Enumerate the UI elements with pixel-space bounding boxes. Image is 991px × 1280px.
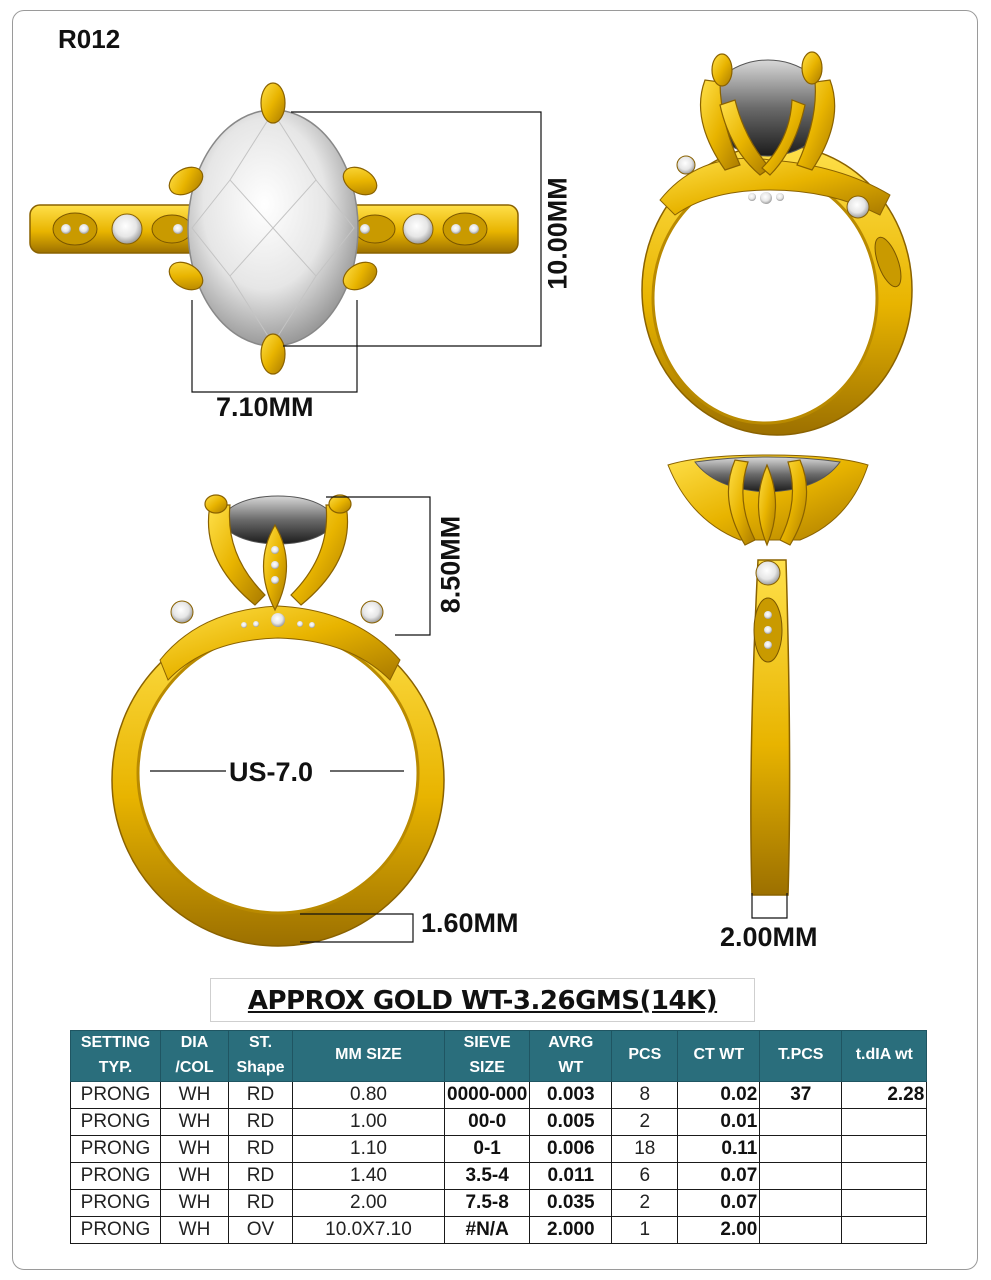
table-row (71, 1135, 927, 1162)
cell-pcs: 2 (612, 1189, 678, 1216)
cell-pcs: 18 (612, 1135, 678, 1162)
cell-mm-size: 10.0X7.10 (293, 1216, 445, 1243)
cell-empty (760, 1108, 842, 1135)
cell-avrg-wt: 0.003 (530, 1081, 612, 1108)
header-dia-col: DIA /COL (161, 1031, 229, 1082)
header-sieve-size: SIEVE SIZE (445, 1031, 530, 1082)
cell-sieve: 7.5-8 (445, 1189, 530, 1216)
setting-height-label: 8.50MM (435, 515, 466, 614)
cell-shape: RD (229, 1081, 293, 1108)
table-row (71, 1108, 927, 1135)
cell-ct-wt: 0.07 (678, 1189, 760, 1216)
cell-dia-col: WH (161, 1162, 229, 1189)
stone-length-label: 10.00MM (542, 177, 573, 290)
stone-details-table (70, 1030, 927, 1244)
shank-width-label: 2.00MM (720, 922, 818, 952)
cell-dia-col: WH (161, 1135, 229, 1162)
cell-avrg-wt: 0.005 (530, 1108, 612, 1135)
side-stones-left (53, 213, 192, 245)
cell-sieve: 0-1 (445, 1135, 530, 1162)
header-st-shape: ST. Shape (229, 1031, 293, 1082)
side-view-dimension-lines (752, 893, 787, 918)
cell-shape: RD (229, 1108, 293, 1135)
cell-mm-size: 1.10 (293, 1135, 445, 1162)
table-row (71, 1081, 927, 1108)
front-view (112, 495, 444, 946)
cell-sieve: 3.5-4 (445, 1162, 530, 1189)
cell-sieve: #N/A (445, 1216, 530, 1243)
cell-empty (842, 1135, 927, 1162)
cell-ct-wt: 0.07 (678, 1162, 760, 1189)
cell-pcs: 1 (612, 1216, 678, 1243)
header-mm-size: MM SIZE (293, 1031, 445, 1082)
cell-mm-size: 1.40 (293, 1162, 445, 1189)
cell-sieve: 0000-000 (445, 1081, 530, 1108)
cell-setting: PRONG (71, 1189, 161, 1216)
cell-shape: RD (229, 1162, 293, 1189)
cell-pcs: 2 (612, 1108, 678, 1135)
side-view (668, 455, 868, 918)
cell-mm-size: 1.00 (293, 1108, 445, 1135)
design-code: R012 (58, 24, 121, 54)
cell-setting: PRONG (71, 1108, 161, 1135)
cell-dia-col: WH (161, 1081, 229, 1108)
gold-weight-title-box (210, 978, 755, 1022)
stone-width-label: 7.10MM (216, 392, 314, 422)
cell-avrg-wt: 0.035 (530, 1189, 612, 1216)
table-row (71, 1189, 927, 1216)
cell-avrg-wt: 0.006 (530, 1135, 612, 1162)
cell-empty (842, 1216, 927, 1243)
ring-size-label: US-7.0 (229, 757, 314, 787)
shank-thickness-label: 1.60MM (421, 908, 519, 938)
cell-shape: RD (229, 1135, 293, 1162)
table-header-row (71, 1031, 927, 1082)
header-pcs: PCS (612, 1031, 678, 1082)
cell-empty (760, 1162, 842, 1189)
cell-ct-wt: 0.02 (678, 1081, 760, 1108)
cell-pcs: 6 (612, 1162, 678, 1189)
cell-empty (760, 1216, 842, 1243)
table-row (71, 1162, 927, 1189)
cell-total-pcs: 37 (760, 1081, 842, 1108)
cell-dia-col: WH (161, 1189, 229, 1216)
header-avrg-wt: AVRG WT (530, 1031, 612, 1082)
cell-total-dia-wt: 2.28 (842, 1081, 927, 1108)
cell-avrg-wt: 0.011 (530, 1162, 612, 1189)
cell-setting: PRONG (71, 1162, 161, 1189)
cell-setting: PRONG (71, 1135, 161, 1162)
header-setting-type: SETTING TYP. (71, 1031, 161, 1082)
cell-avrg-wt: 2.000 (530, 1216, 612, 1243)
cell-empty (842, 1108, 927, 1135)
cell-ct-wt: 0.11 (678, 1135, 760, 1162)
perspective-view (642, 52, 912, 435)
cell-empty (842, 1162, 927, 1189)
top-view (30, 83, 541, 392)
cell-shape: OV (229, 1216, 293, 1243)
cell-empty (842, 1189, 927, 1216)
table-row (71, 1216, 927, 1243)
cell-dia-col: WH (161, 1108, 229, 1135)
cell-setting: PRONG (71, 1216, 161, 1243)
cell-ct-wt: 0.01 (678, 1108, 760, 1135)
cell-setting: PRONG (71, 1081, 161, 1108)
cell-empty (760, 1189, 842, 1216)
cell-empty (760, 1135, 842, 1162)
gold-weight-title: APPROX GOLD WT-3.26GMS(14K) (247, 986, 718, 1016)
cell-ct-wt: 2.00 (678, 1216, 760, 1243)
header-t-pcs: T.PCS (760, 1031, 842, 1082)
cell-shape: RD (229, 1189, 293, 1216)
cell-pcs: 8 (612, 1081, 678, 1108)
cell-mm-size: 2.00 (293, 1189, 445, 1216)
cell-mm-size: 0.80 (293, 1081, 445, 1108)
header-ct-wt: CT WT (678, 1031, 760, 1082)
header-t-dia-wt: t.dIA wt (842, 1031, 927, 1082)
side-stones-right (355, 213, 487, 245)
cell-sieve: 00-0 (445, 1108, 530, 1135)
cell-dia-col: WH (161, 1216, 229, 1243)
